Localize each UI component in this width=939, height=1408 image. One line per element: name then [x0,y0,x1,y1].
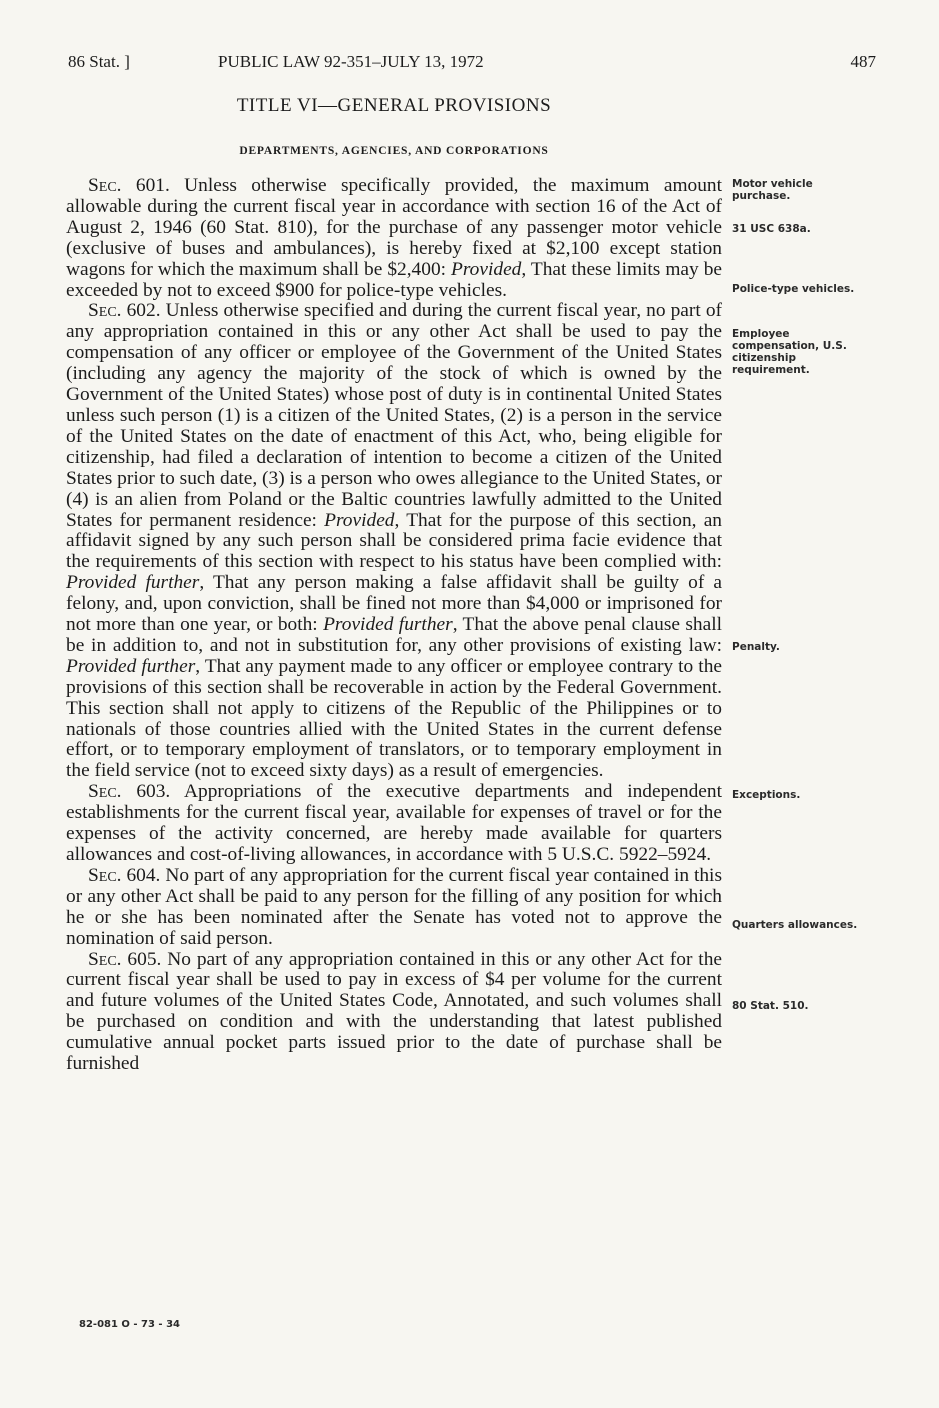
section-604: Sec. 604. No part of any appropriation for the current fiscal year contained in this or any other Act shall be paid to any person for the filling of any position for which he or she has been nominated after the Senate has voted not to approve the nomination of said person. [66,864,722,949]
print-code-footer: 82-081 O - 73 - 34 [79,1319,180,1330]
proviso: Provided further [323,614,453,636]
section-label: Sec. [88,948,122,970]
section-603: Sec. 603. Appropriations of the executive departments and independent establishments for the current fiscal year, available for expenses of travel or for the expenses of the activity concerned, are hereby made available for quarters allowances and cost-of-living allowances, in accordance with 5 U.S.C. 5922–5924. [66,781,722,865]
proviso: Provided [324,509,395,531]
section-601: Sec. 601. Unless otherwise specifically provided, the maximum amount allowable during the current fiscal year in accordance with section 16 of the Act of August 2, 1946 (60 Stat. 810), for the purchase of any passenger motor vehicle (exclusive of buses and ambulances), is hereby fixed at $2,100 except station wagons for which the maximum shall be $2,400: Provided, That these limits may be exceeded by not to exceed $900 for police-type vehicles. [66,175,722,301]
margin-note-quarters: Quarters allowances. [732,919,858,931]
title-heading: TITLE VI—GENERAL PROVISIONS [236,95,552,116]
section-label: Sec. [88,300,122,322]
margin-note-exceptions: Exceptions. [732,789,801,801]
proviso: Provided further [66,655,196,677]
proviso: Provided [451,258,522,280]
margin-note-usc-638a: 31 USC 638a. [732,223,811,235]
section-label: Sec. [88,864,122,886]
section-605: Sec. 605. No part of any appropriation contained in this or any other Act for the current fiscal year shall be used to pay in excess of $4 per volume for the current and future volumes of the United States Code, Annotated, and such volumes shall be purchased on condition and with the understanding that latest published cumulative annual pocket parts issued prior to the date of purchase shall be furnished [66,948,722,1075]
margin-note-employee-compensation: Employee compensation, U.S. citizenship requirement. [732,328,847,376]
proviso: Provided further [66,572,200,594]
section-label: Sec. [88,175,122,196]
section-602: Sec. 602. Unless otherwise specified and during the current fiscal year, no part of any appropriation contained in this or any other Act shall be used to pay the compensation of any officer or employee of the Government of the United States (including any agency the majority of the stock of which is owned by the Government of the United States) whose post of duty is in continental United States unless such person (1) is a citizen of the United States, (2) is a person in the service of the United States on the date of enactment of this Act, who, being eligible for citizenship, had filed a declaration of intention to become a citizen of the United States prior to such date, (3) is a person who owes allegiance to the United States, or (4) is an alien from Poland or the Baltic countries lawfully admitted to the United States for permanent residence: Provided, That for the purpose of this section, an affidavit signed by any such person shall be considered prima facie evidence that the requirements of this section with respect to his status have been complied with: Provided further, That any person making a false affidavit shall be guilty of a felony, and, upon conviction, shall be fined not more than $4,000 or imprisoned for not more than one year, or both: Provided further, That the above penal clause shall be in addition to, and not in substitution for, any other provisions of existing law: Provided further, That any payment made to any officer or employee contrary to the provisions of this section shall be recoverable in action by the Federal Government. This section shall not apply to citizens of the Republic of the Philippines or to nationals of those countries allied with the United States in the current defense effort, or to temporary employment of translators, or to temporary employment in the field service (not to exceed sixty days) as a result of emergencies. [66,300,723,782]
body-text [66,176,722,1075]
margin-note-police-vehicles: Police-type vehicles. [732,283,855,295]
public-law-citation: PUBLIC LAW 92-351–JULY 13, 1972 [218,52,484,71]
margin-note-penalty: Penalty. [732,641,780,653]
page-number: 487 [850,52,876,71]
running-head [68,52,876,76]
margin-note-motor-vehicle: Motor vehicle purchase. [732,178,813,202]
margin-note-80-stat-510: 80 Stat. 510. [732,1000,809,1012]
subtitle-heading: DEPARTMENTS, AGENCIES, AND CORPORATIONS [239,145,549,157]
section-label: Sec. [88,781,122,803]
statute-volume: 86 Stat. ] [68,52,130,71]
